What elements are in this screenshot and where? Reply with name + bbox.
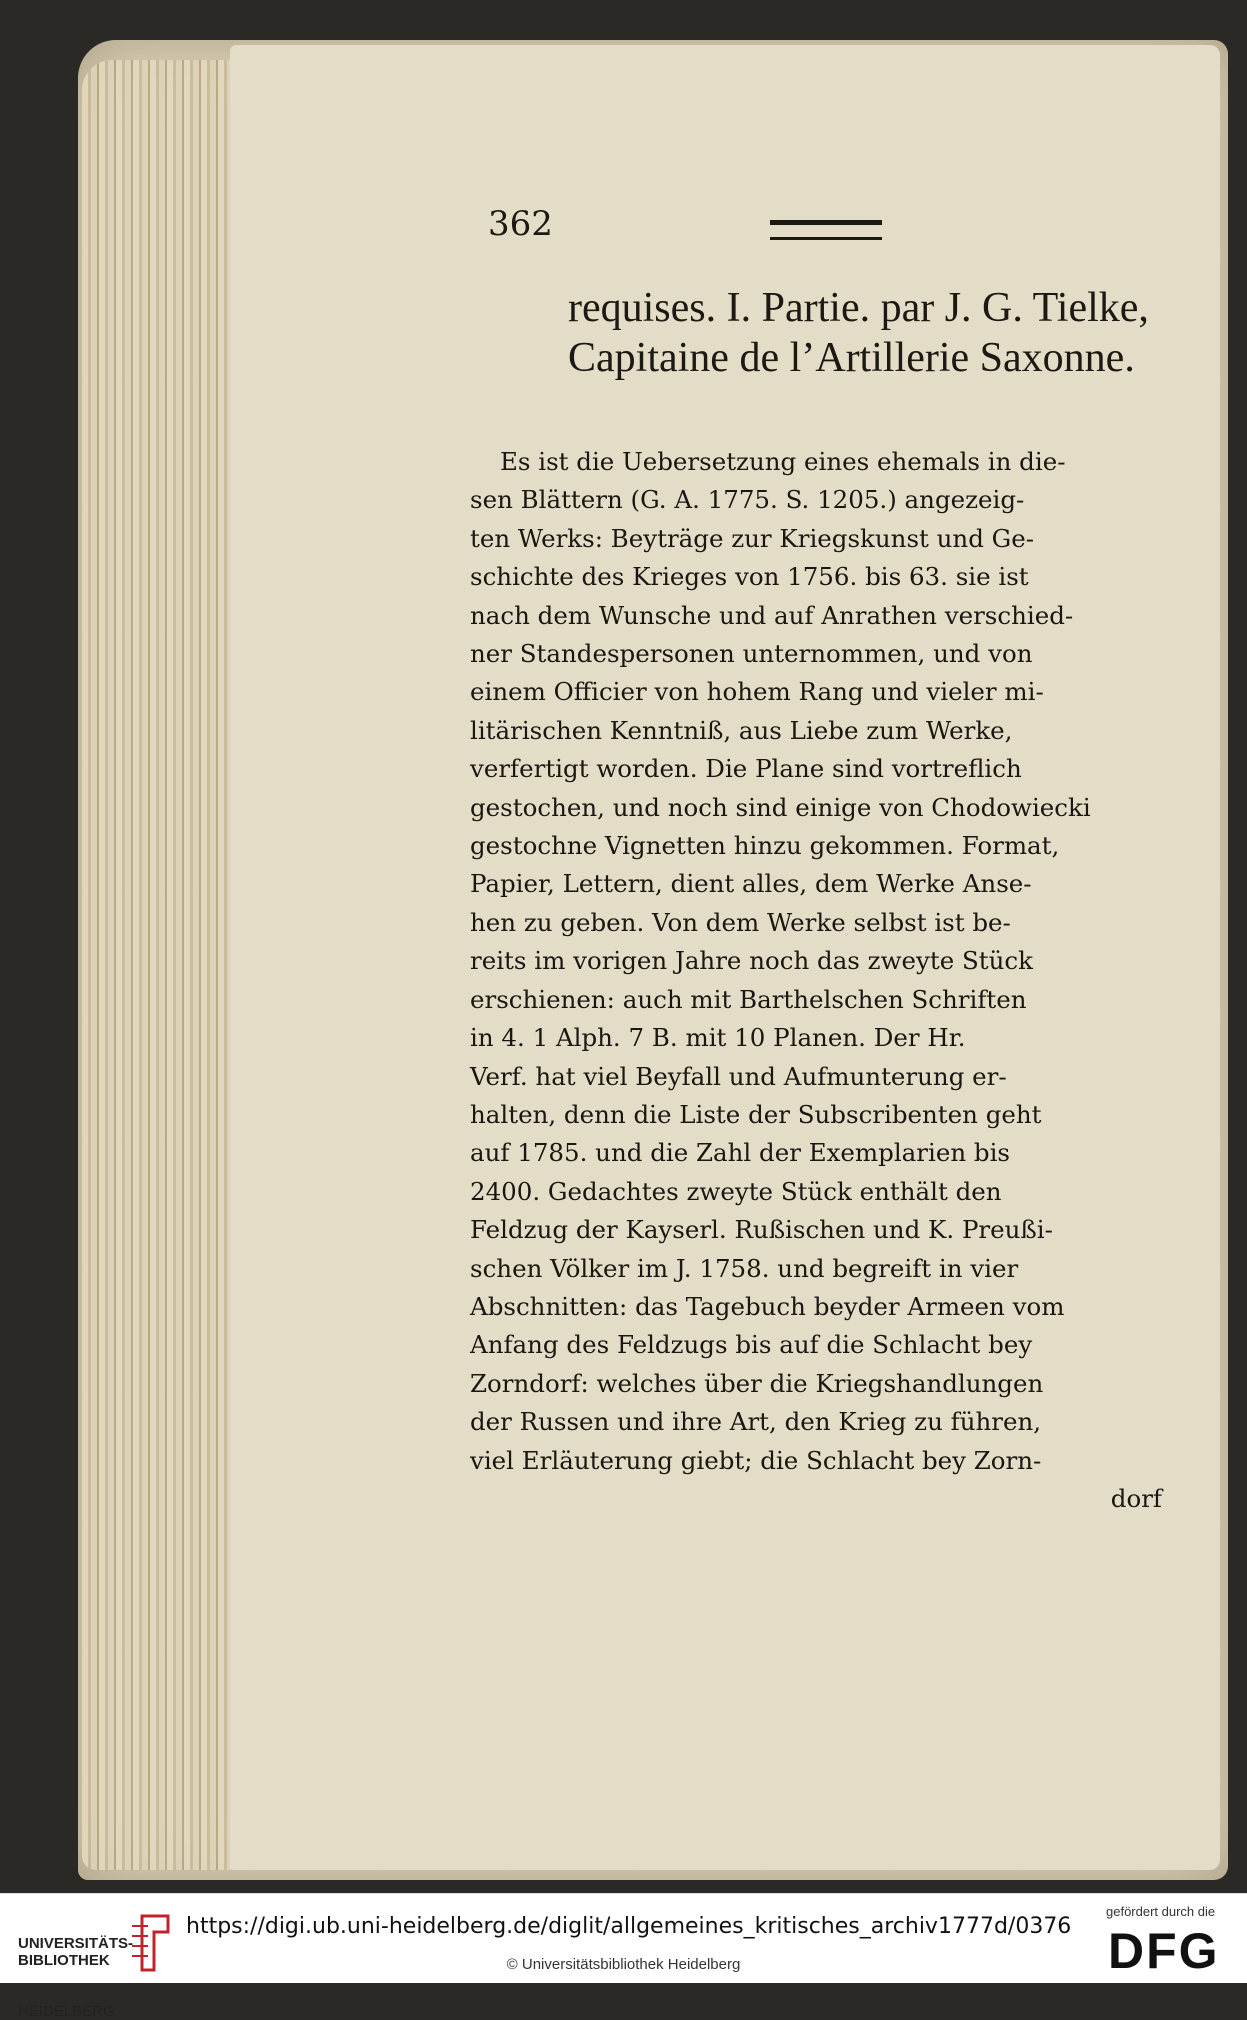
- entry-heading: requises. I. Partie. par J. G. Tielke, Capitaine de l’Artillerie Saxonne.: [568, 285, 1149, 381]
- body-line: schen Völker im J. 1758. und begreift in vier: [470, 1253, 1019, 1283]
- body-line: gestochne Vignetten hinzu gekommen. Format,: [470, 831, 1060, 861]
- body-line: auf 1785. und die Zahl der Exemplarien bis: [470, 1138, 1010, 1168]
- body-line: in 4. 1 Alph. 7 B. mit 10 Planen. Der Hr.: [470, 1023, 966, 1053]
- body-line: Papier, Lettern, dient alles, dem Werke Anse-: [470, 869, 1032, 899]
- body-line: nach dem Wunsche und auf Anrathen verschied-: [470, 600, 1074, 630]
- body-line: verfertigt worden. Die Plane sind vortreflich: [470, 754, 1022, 784]
- body-line: hen zu geben. Von dem Werke selbst ist be-: [470, 907, 1011, 937]
- body-line: gestochen, und noch sind einige von Chodowiecki: [470, 792, 1091, 822]
- body-line: halten, denn die Liste der Subscribenten geht: [470, 1099, 1042, 1129]
- viewer-footer: [0, 1893, 1247, 2020]
- body-line: einem Officier von hohem Rang und vieler mi-: [470, 677, 1044, 707]
- body-line: ner Standespersonen unternommen, und von: [470, 639, 1033, 669]
- funding-note: gefördert durch die: [1106, 1904, 1216, 1919]
- body-line: Es ist die Uebersetzung eines ehemals in die-: [500, 447, 1066, 476]
- body-line: sen Blättern (G. A. 1775. S. 1205.) angezeig-: [470, 485, 1025, 515]
- dfg-logo: DFG: [1108, 1923, 1220, 1979]
- page-number: 362: [488, 204, 553, 244]
- document-url-link[interactable]: https://digi.ub.uni-heidelberg.de/diglit/allgemeines_kritisches_archiv1777d/0376: [186, 1914, 1072, 1939]
- body-line: litärischen Kenntniß, aus Liebe zum Werke,: [470, 715, 1013, 745]
- body-line: viel Erläuterung giebt; die Schlacht bey Zorn-: [470, 1445, 1042, 1475]
- body-text: [470, 443, 1162, 1518]
- body-line: Zorndorf: welches über die Kriegshandlungen: [470, 1368, 1044, 1398]
- body-line: reits im vorigen Jahre noch das zweyte Stück: [470, 946, 1033, 976]
- library-name-line: UNIVERSITÄTS- BIBLIOTHEK: [18, 1935, 134, 1969]
- body-line: Abschnitten: das Tagebuch beyder Armeen vom: [470, 1291, 1065, 1321]
- body-line: erschienen: auch mit Barthelschen Schriften: [470, 984, 1027, 1014]
- body-line: der Russen und ihre Art, den Krieg zu führen,: [470, 1407, 1042, 1437]
- copyright-notice: © Universitätsbibliothek Heidelberg: [506, 1956, 741, 1973]
- header-rule: [770, 220, 882, 240]
- body-line: 2400. Gedachtes zweyte Stück enthält den: [470, 1176, 1002, 1206]
- library-city: HEIDELBERG: [18, 2003, 115, 2020]
- page-edges: [82, 60, 252, 1870]
- body-line: Anfang des Feldzugs bis auf die Schlacht bey: [470, 1330, 1033, 1360]
- body-line: schichte des Krieges von 1756. bis 63. sie ist: [470, 562, 1029, 592]
- body-line: ten Werks: Beyträge zur Kriegskunst und Ge-: [470, 523, 1035, 553]
- body-line: Feldzug der Kayserl. Rußischen und K. Preußi-: [470, 1215, 1053, 1245]
- body-line: dorf: [1110, 1483, 1162, 1513]
- body-line: Verf. hat viel Beyfall und Aufmunterung er-: [470, 1061, 1007, 1091]
